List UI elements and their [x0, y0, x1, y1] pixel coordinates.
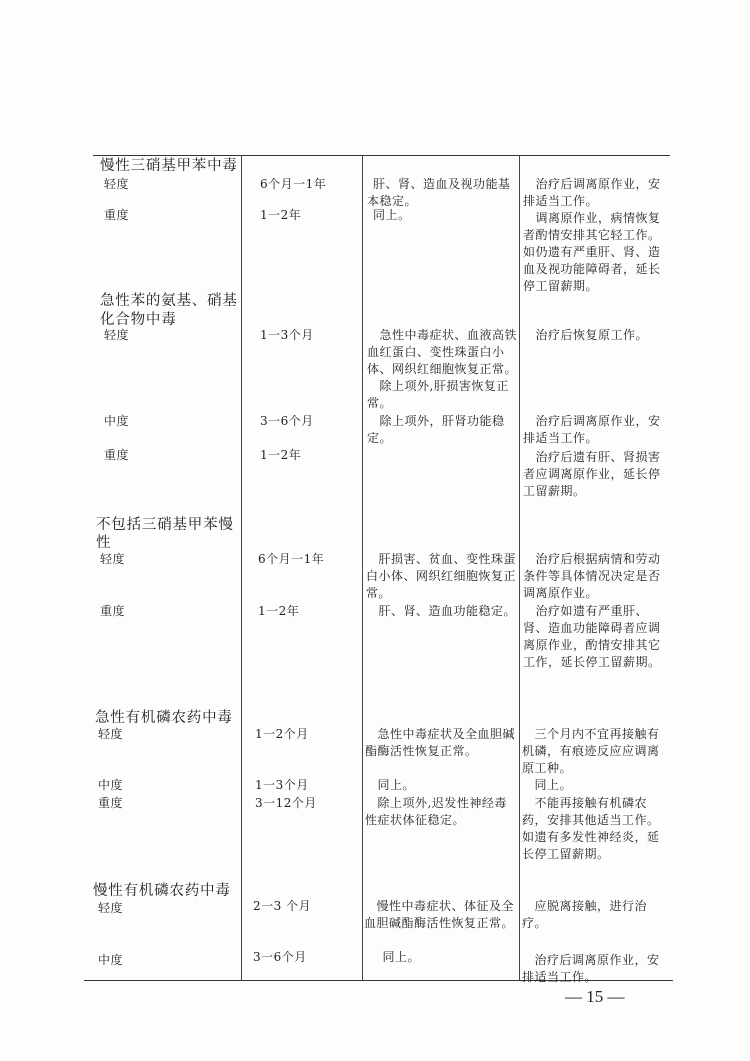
duration-value: 1一2年: [260, 208, 302, 222]
recovery-criteria: 肝损害、贫血、变性珠蛋白小体、网织红细胞恢复正常。: [366, 552, 517, 600]
recovery-criteria: 肝、肾、造血功能稳定。: [366, 604, 517, 618]
duration-value: 3一6个月: [253, 950, 307, 964]
duration-value: 3一12个月: [255, 796, 317, 810]
grade-label: 轻度: [100, 552, 126, 566]
grade-label: 中度: [104, 414, 130, 428]
disposition-text: 治疗如遗有严重肝、肾、造血功能障碍者应调离原作业，酌情安排其它工作，延长停工留薪期。: [523, 604, 661, 669]
grade-label: 中度: [98, 953, 124, 967]
recovery-criteria: 急性中毒症状、血液高铁血红蛋白、变性珠蛋白小体、网织红细胞恢复正常。: [367, 328, 518, 376]
disposition-text: 治疗后遗有肝、肾损害者应调离原作业，延长停工留薪期。: [523, 450, 661, 498]
grade-label: 轻度: [104, 177, 130, 191]
duration-value: 6个月一1年: [260, 177, 327, 191]
disposition-text: 调离原作业，病情恢复者酌情安排其它轻工作。如仍遗有严重肝、肾、造血及视功能障碍者，延长停工留薪期。: [523, 211, 661, 293]
duration-value: 1一3个月: [260, 328, 314, 342]
recovery-criteria: 除上项外,迟发性神经毒性症状体征稳定。: [365, 796, 507, 827]
recovery-criteria-extra: 除上项外,肝损害恢复正常。: [367, 379, 509, 410]
duration-value: 1一2个月: [255, 727, 309, 741]
grade-label: 轻度: [104, 328, 130, 342]
page-number: — 15 —: [565, 987, 625, 1006]
disposition-text: 三个月内不宜再接触有机磷，有痕迹反应应调离原工种。: [522, 727, 660, 775]
disposition-text: 治疗后恢复原工作。: [523, 328, 649, 342]
section-title-line2: 性: [96, 535, 112, 551]
duration-value: 2一3 个月: [253, 899, 312, 913]
section-title-line2: 化合物中毒: [100, 312, 177, 328]
section-title-line1: 急性苯的氨基、硝基: [100, 293, 238, 309]
section-title: 急性有机磷农药中毒: [95, 710, 233, 726]
duration-value: 6个月一1年: [258, 552, 325, 566]
grade-label: 轻度: [98, 901, 124, 915]
duration-value: 1一2年: [260, 448, 302, 462]
column-divider-3: [519, 155, 520, 981]
recovery-criteria: 同上。: [370, 950, 421, 964]
recovery-criteria: 慢性中毒症状、体征及全血胆碱酯酶活性恢复正常。: [364, 899, 515, 930]
section-title: 慢性三硝基甲苯中毒: [100, 158, 238, 174]
disposition-text: 治疗后根据病情和劳动条件等具体情况决定是否调离原作业。: [523, 552, 661, 600]
disposition-text: 治疗后调离原作业，安排适当工作。: [523, 414, 661, 445]
disposition-text: 同上。: [522, 778, 573, 792]
section-title: 慢性有机磷农药中毒: [93, 883, 231, 899]
disposition-text: 应脱离接触，进行治疗。: [522, 899, 648, 930]
recovery-criteria: 除上项外，肝肾功能稳定。: [367, 414, 505, 445]
duration-value: 3一6个月: [260, 414, 314, 428]
disposition-text: 不能再接触有机磷农药，安排其他适当工作。如遗有多发性神经炎，延长停工留薪期。: [522, 796, 660, 861]
column-divider-1: [241, 155, 242, 980]
grade-label: 重度: [104, 208, 130, 222]
grade-label: 轻度: [98, 727, 124, 741]
disposition-text: 治疗后调离原作业，安排适当工作。: [523, 177, 661, 208]
grade-label: 重度: [98, 796, 124, 810]
duration-value: 1一3个月: [255, 778, 309, 792]
grade-label: 重度: [100, 604, 126, 618]
column-divider-2: [362, 155, 363, 980]
recovery-criteria: 肝、肾、造血及视功能基本稳定。: [367, 177, 511, 208]
recovery-criteria: 急性中毒症状及全血胆碱酯酶活性恢复正常。: [365, 727, 516, 758]
recovery-criteria: 同上。: [365, 778, 416, 792]
recovery-criteria: 同上。: [373, 208, 411, 222]
duration-value: 1一2年: [258, 604, 300, 618]
grade-label: 中度: [98, 778, 124, 792]
section-title-line1: 不包括三硝基甲苯慢: [96, 517, 234, 533]
disposition-text: 治疗后调离原作业，安排适当工作。: [522, 953, 660, 984]
grade-label: 重度: [104, 448, 130, 462]
